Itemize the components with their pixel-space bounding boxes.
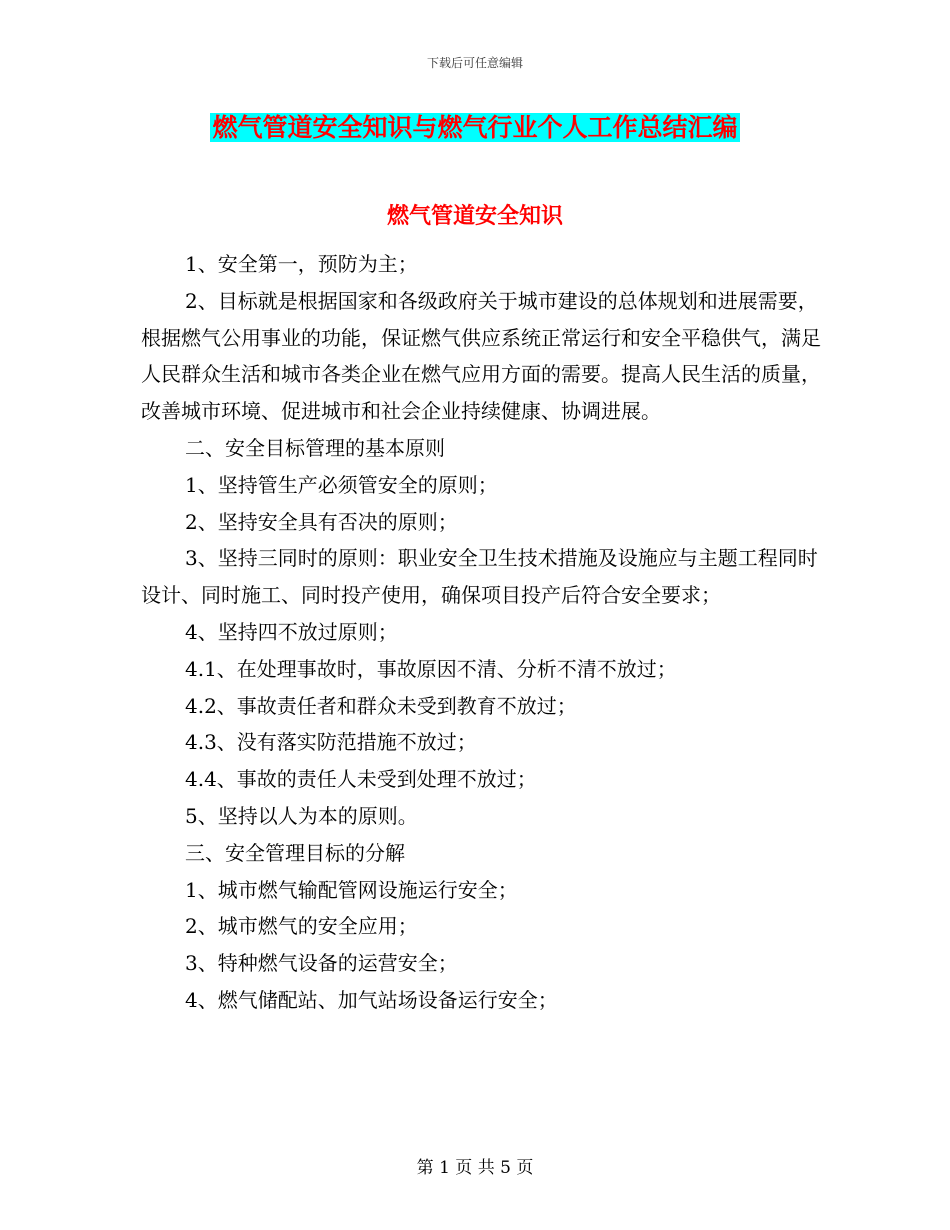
document-body xyxy=(141,246,821,1019)
paragraph: 2、城市燃气的安全应用； xyxy=(185,914,418,939)
paragraph: 4、燃气储配站、加气站场设备运行安全； xyxy=(185,987,558,1012)
paragraph: 1、坚持管生产必须管安全的原则； xyxy=(185,472,498,497)
paragraph: 4.1、在处理事故时，事故原因不清、分析不清不放过； xyxy=(185,656,677,681)
paragraph: 5、坚持以人为本的原则。 xyxy=(185,803,418,828)
document-title-text: 燃气管道安全知识与燃气行业个人工作总结汇编 xyxy=(212,113,738,142)
paragraph: 三、安全管理目标的分解 xyxy=(185,840,405,865)
paragraph: 2、坚持安全具有否决的原则； xyxy=(185,509,458,534)
paragraph: 3、坚持三同时的原则：职业安全卫生技术措施及设施应与主题工程同时设计、同时施工、同时投产使用，确保项目投产后符合安全要求； xyxy=(141,546,818,608)
paragraph: 4.3、没有落实防范措施不放过； xyxy=(185,730,477,755)
page-header-note: 下载后可任意编辑 xyxy=(426,56,523,70)
paragraph: 1、安全第一，预防为主； xyxy=(185,252,418,276)
paragraph: 4、坚持四不放过原则； xyxy=(185,619,398,644)
document-title xyxy=(0,110,950,146)
paragraph: 1、城市燃气输配管网设施运行安全； xyxy=(185,877,518,902)
section-title: 燃气管道安全知识 xyxy=(386,203,563,229)
paragraph: 4.4、事故的责任人未受到处理不放过； xyxy=(185,767,537,792)
paragraph: 二、安全目标管理的基本原则 xyxy=(185,435,445,460)
page-footer: 第 1 页 共 5 页 xyxy=(416,1158,534,1178)
paragraph: 4.2、事故责任者和群众未受到教育不放过； xyxy=(185,693,577,718)
paragraph: 2、目标就是根据国家和各级政府关于城市建设的总体规划和进展需要，根据燃气公用事业的功能，保证燃气供应系统正常运行和安全平稳供气，满足人民群众生活和城市各类企业在燃气应用方面的需要。提高人民生活的质量，改善城市环境、促进城市和社会企业持续健康、协调进展。 xyxy=(141,288,821,424)
paragraph: 3、特种燃气设备的运营安全； xyxy=(185,951,458,976)
